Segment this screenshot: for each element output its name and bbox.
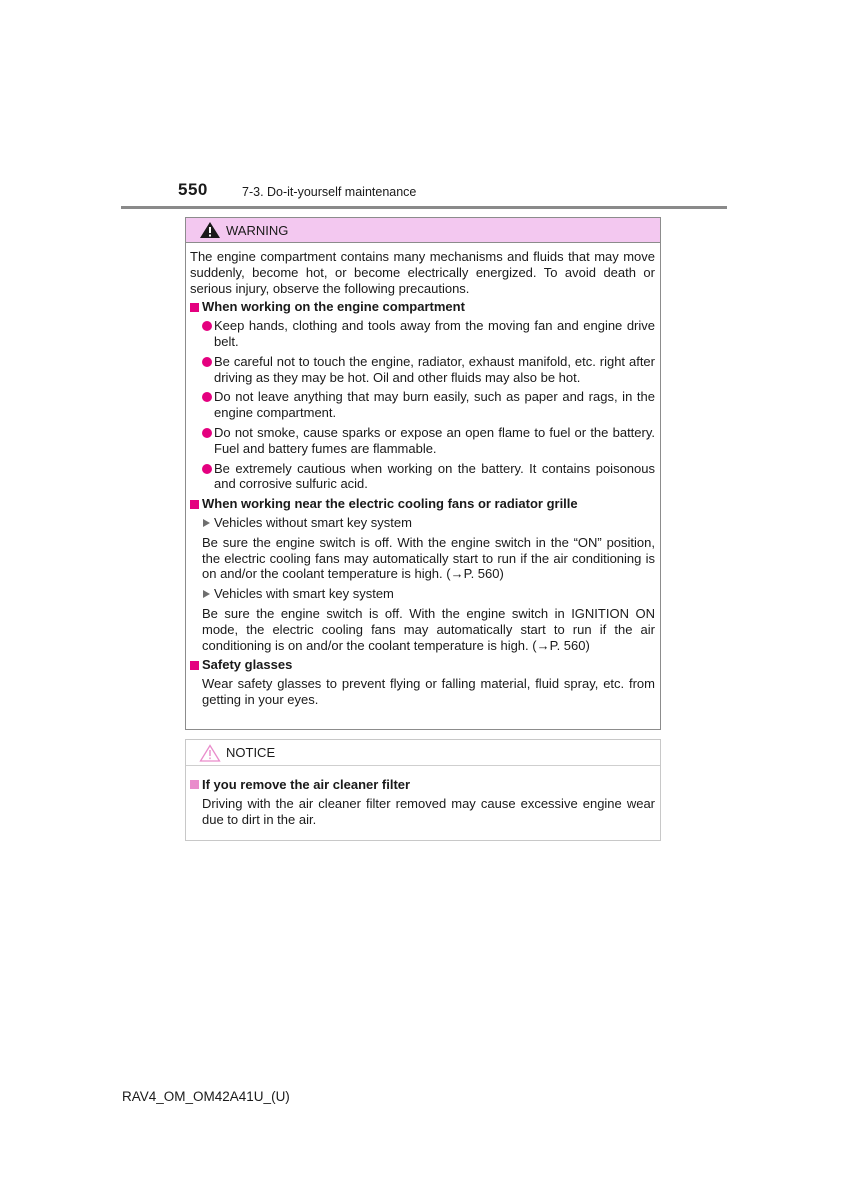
safety-glasses-text: Wear safety glasses to prevent flying or falling material, fluid spray, etc. from getting in your eyes. bbox=[202, 676, 655, 707]
arrow-right-icon bbox=[203, 519, 210, 527]
warning-title: WARNING bbox=[226, 222, 289, 238]
square-bullet-icon bbox=[190, 661, 199, 670]
circle-bullet-icon bbox=[202, 392, 212, 402]
list-item: Be careful not to touch the engine, radiator, exhaust manifold, etc. right after driving as they may be hot. Oil and other fluids may also be hot. bbox=[190, 354, 655, 386]
square-bullet-icon bbox=[190, 780, 199, 789]
notice-title: NOTICE bbox=[226, 745, 276, 760]
section-heading-cooling-fans: When working near the electric cooling fans or radiator grille bbox=[190, 496, 655, 512]
arrow-right-icon bbox=[203, 590, 210, 598]
warning-header bbox=[186, 218, 660, 243]
circle-bullet-icon bbox=[202, 321, 212, 331]
section-heading-air-cleaner: If you remove the air cleaner filter bbox=[190, 777, 655, 793]
air-cleaner-text: Driving with the air cleaner filter removed may cause excessive engine wear due to dirt in the air. bbox=[202, 795, 655, 827]
without-smart-key-text: Be sure the engine switch is off. With the engine switch in the “ON” position, the electric cooling fans may automatically start to run if the air conditioning is on and/or the coolant temperature is high. (→P. 560) bbox=[202, 534, 655, 582]
square-bullet-icon bbox=[190, 500, 199, 509]
notice-box bbox=[185, 739, 661, 841]
subheading-without-smart-key: Vehicles without smart key system bbox=[190, 515, 655, 531]
notice-body bbox=[186, 766, 660, 827]
section-heading-safety-glasses: Safety glasses bbox=[190, 657, 655, 673]
notice-header bbox=[186, 740, 660, 766]
list-item: Be extremely cautious when working on the battery. It contains poisonous and corrosive sulfuric acid. bbox=[190, 461, 655, 493]
section-heading-engine-compartment: When working on the engine compartment bbox=[190, 299, 655, 315]
warning-triangle-icon bbox=[199, 221, 221, 239]
list-item: Keep hands, clothing and tools away from the moving fan and engine drive belt. bbox=[190, 318, 655, 350]
warning-box bbox=[185, 217, 661, 730]
circle-bullet-icon bbox=[202, 464, 212, 474]
square-bullet-icon bbox=[190, 303, 199, 312]
list-item: Do not smoke, cause sparks or expose an open flame to fuel or the battery. Fuel and battery fumes are flammable. bbox=[190, 425, 655, 457]
warning-intro: The engine compartment contains many mechanisms and fluids that may move suddenly, become hot, or become electrically energized. To avoid death or serious injury, observe the following precautions. bbox=[190, 249, 655, 296]
list-item: Do not leave anything that may burn easily, such as paper and rags, in the engine compartment. bbox=[190, 389, 655, 421]
engine-compartment-list bbox=[190, 318, 655, 492]
circle-bullet-icon bbox=[202, 357, 212, 367]
page-number: 550 bbox=[178, 180, 208, 199]
subheading-with-smart-key: Vehicles with smart key system bbox=[190, 586, 655, 602]
section-title: 7-3. Do-it-yourself maintenance bbox=[242, 185, 417, 199]
header-divider bbox=[121, 206, 727, 209]
circle-bullet-icon bbox=[202, 428, 212, 438]
warning-body bbox=[186, 243, 660, 708]
document-code: RAV4_OM_OM42A41U_(U) bbox=[122, 1089, 290, 1104]
with-smart-key-text: Be sure the engine switch is off. With the engine switch in IGNITION ON mode, the electric cooling fans may automatically start to run if the air conditioning is on and/or the coolant temperature is high. (→P. 560) bbox=[202, 605, 655, 653]
notice-triangle-icon bbox=[199, 744, 221, 762]
